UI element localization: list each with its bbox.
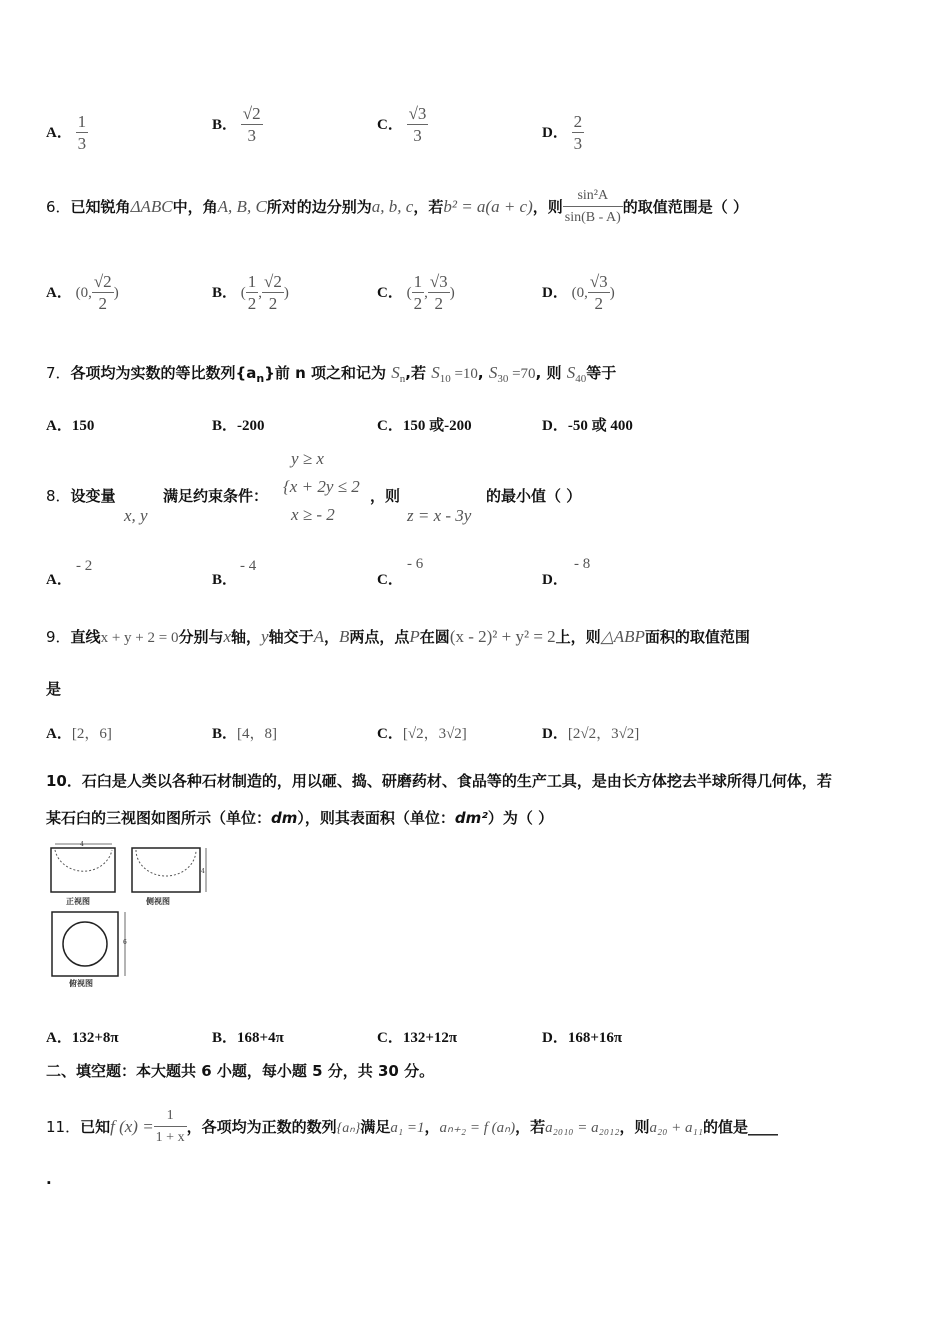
math-expr: y bbox=[261, 627, 269, 646]
fraction-numerator: 1 bbox=[247, 272, 257, 291]
math-comma: , bbox=[258, 284, 263, 301]
question-text: ，则 bbox=[619, 1118, 650, 1136]
q5-option-a bbox=[46, 112, 88, 155]
option-letter: B． bbox=[212, 1030, 238, 1046]
math-expr: S bbox=[566, 363, 576, 382]
option-fraction bbox=[412, 272, 425, 315]
question-text: ，各项均为正数的数列 bbox=[186, 1118, 337, 1136]
option-fraction bbox=[407, 104, 429, 147]
punctuation: ， bbox=[424, 1118, 440, 1136]
question-text: ），则其表面积（单位： bbox=[297, 809, 455, 827]
option-fraction bbox=[241, 104, 263, 147]
front-view-label: 正视图 bbox=[66, 897, 90, 906]
q8-option-b bbox=[212, 568, 237, 589]
q5-option-c bbox=[377, 104, 428, 147]
subscript: n bbox=[256, 372, 265, 385]
q9-option-a bbox=[46, 722, 112, 743]
fraction-denominator: 3 bbox=[413, 126, 422, 145]
fraction-denominator: 3 bbox=[573, 134, 583, 153]
option-text: -50 或 400 bbox=[567, 418, 633, 434]
option-letter: C． bbox=[377, 418, 403, 434]
question-text: 轴交于 bbox=[268, 628, 314, 646]
math-fraction bbox=[154, 1106, 187, 1149]
fraction-numerator: 1 bbox=[413, 272, 423, 291]
fraction-numerator: 1 bbox=[77, 112, 87, 131]
fraction-numerator: 2 bbox=[573, 112, 583, 131]
q6-option-a bbox=[46, 272, 119, 315]
math-expr: f (x) = bbox=[110, 1117, 154, 1136]
question-number: 9． bbox=[46, 628, 71, 646]
math-expr: S bbox=[488, 363, 498, 382]
q6-option-d bbox=[542, 272, 615, 315]
fraction-denominator: 1 + x bbox=[155, 1130, 185, 1145]
answer-blank-tail: . bbox=[46, 1170, 52, 1188]
math-comma: , bbox=[424, 284, 428, 301]
top-view-label: 俯视图 bbox=[69, 979, 93, 988]
math-expr: A, B, C bbox=[217, 197, 267, 216]
q10-option-d bbox=[542, 1026, 622, 1047]
option-text: 168+4π bbox=[237, 1030, 284, 1046]
q10-option-c bbox=[377, 1026, 457, 1047]
option-text: -200 bbox=[237, 418, 265, 434]
math-expr: a₁ =1 bbox=[390, 1120, 425, 1136]
question-11 bbox=[46, 1106, 778, 1149]
side-view-label: 侧视图 bbox=[146, 897, 170, 906]
math-expr: {aₙ} bbox=[336, 1121, 361, 1136]
option-letter: C． bbox=[377, 1030, 403, 1046]
math-expr: a₂₀₁₀ = a₂₀₁₂ bbox=[545, 1120, 620, 1136]
q9-option-c bbox=[377, 722, 467, 743]
math-bracket: ) bbox=[449, 284, 455, 301]
question-text: 已知锐角 bbox=[70, 198, 131, 216]
fraction-denominator: 2 bbox=[434, 294, 444, 313]
question-text: 中，角 bbox=[172, 198, 218, 216]
question-text: ,若 bbox=[405, 364, 426, 382]
question-number: 6． bbox=[46, 198, 71, 216]
fraction-denominator: 3 bbox=[247, 126, 256, 145]
question-number: 7． bbox=[46, 364, 71, 382]
question-text: 轴， bbox=[231, 628, 262, 646]
fraction-denominator: 2 bbox=[98, 294, 108, 313]
unit: dm bbox=[271, 809, 298, 827]
question-7 bbox=[46, 362, 616, 385]
q6-option-c bbox=[377, 272, 455, 315]
question-text: 等于 bbox=[586, 364, 617, 382]
question-text: ，则 bbox=[532, 198, 563, 216]
math-fraction bbox=[563, 186, 623, 229]
question-text: }前 n 项之和记为 bbox=[264, 364, 387, 382]
option-fraction bbox=[262, 272, 284, 315]
fraction-denominator: 2 bbox=[247, 294, 257, 313]
question-text: 的值是____ bbox=[702, 1118, 778, 1136]
question-text: 某石臼的三视图如图所示（单位： bbox=[46, 809, 272, 827]
question-text: 是 bbox=[46, 680, 62, 698]
option-letter: A． bbox=[46, 284, 72, 301]
top-dimension-label: 6 bbox=[123, 939, 127, 946]
option-letter: D． bbox=[542, 284, 568, 301]
math-expr: aₙ₊₂ = f (aₙ) bbox=[439, 1120, 516, 1136]
math-expr: P bbox=[409, 627, 420, 646]
section-heading: 二、填空题：本大题共 6 小题，每小题 5 分，共 30 分。 bbox=[46, 1062, 435, 1080]
fraction-denominator: 2 bbox=[594, 294, 604, 313]
fraction-denominator: sin(B - A) bbox=[564, 210, 621, 225]
q7-option-c bbox=[377, 414, 472, 435]
question-text: ，若 bbox=[413, 198, 444, 216]
math-expr: B bbox=[339, 627, 350, 646]
fraction-denominator: 2 bbox=[268, 294, 278, 313]
option-value: - 4 bbox=[240, 558, 257, 574]
math-expr: x + y + 2 = 0 bbox=[100, 630, 179, 646]
math-expr: S bbox=[391, 363, 400, 382]
math-expr: a, b, c bbox=[371, 197, 414, 216]
q7-option-d bbox=[542, 414, 633, 435]
option-fraction bbox=[588, 272, 610, 315]
question-text: 在圆 bbox=[419, 628, 450, 646]
math-expr: (x - 2)² + y² = 2 bbox=[449, 627, 556, 646]
constraint-3: x ≥ - 2 bbox=[291, 505, 335, 524]
question-text: ）为（ ） bbox=[487, 809, 554, 827]
option-text: 168+16π bbox=[567, 1030, 623, 1046]
fraction-numerator: √3 bbox=[408, 104, 427, 123]
option-letter: D． bbox=[542, 418, 568, 434]
question-text: 面积的取值范围 bbox=[644, 628, 750, 646]
subscript: n bbox=[399, 373, 406, 385]
option-text: 150 bbox=[71, 418, 95, 434]
fraction-numerator: √3 bbox=[429, 272, 448, 291]
option-fraction bbox=[76, 112, 89, 155]
constraint-2: {x + 2y ≤ 2 bbox=[283, 477, 360, 496]
question-text: 的取值范围是（ ） bbox=[622, 198, 749, 216]
math-bracket: ) bbox=[609, 284, 615, 301]
q8-variables: x, y bbox=[124, 506, 148, 525]
math-expr: ΔABC bbox=[130, 197, 173, 216]
side-view-rect bbox=[132, 848, 200, 892]
question-text: 设变量 bbox=[70, 487, 116, 505]
math-bracket: (0, bbox=[75, 284, 92, 301]
math-bracket: (0, bbox=[571, 284, 588, 301]
fraction-denominator: 2 bbox=[413, 294, 423, 313]
fraction-numerator: 1 bbox=[154, 1106, 187, 1127]
option-value: - 6 bbox=[407, 556, 424, 572]
option-fraction bbox=[572, 112, 585, 155]
option-letter: B． bbox=[212, 726, 238, 742]
math-value: =70 bbox=[508, 366, 536, 382]
option-value: - 2 bbox=[76, 558, 93, 574]
question-text: 分别与 bbox=[178, 628, 224, 646]
option-text: [√2，3√2] bbox=[402, 726, 467, 742]
option-letter: A． bbox=[46, 124, 72, 141]
math-bracket: ) bbox=[113, 284, 119, 301]
question-text: , 则 bbox=[535, 364, 562, 382]
option-text: 132+8π bbox=[71, 1030, 119, 1046]
question-text: 的最小值（ ） bbox=[486, 487, 582, 505]
question-text: 各项均为实数的等比数列{a bbox=[70, 364, 257, 382]
front-view-hemisphere bbox=[55, 850, 112, 871]
constraint-1: y ≥ x bbox=[291, 449, 324, 468]
question-10-line-1: 10．石臼是人类以各种石材制造的，用以砸、捣、研磨药材、食品等的生产工具，是由长方体挖去半球所得几何体，若 bbox=[46, 772, 832, 790]
q7-option-b bbox=[212, 414, 265, 435]
option-letter: A． bbox=[46, 726, 72, 742]
fraction-denominator: 3 bbox=[77, 134, 87, 153]
fraction-numerator: √2 bbox=[242, 104, 261, 123]
option-letter: A． bbox=[46, 572, 72, 588]
q8-option-a bbox=[46, 568, 72, 589]
option-letter: C． bbox=[377, 726, 403, 742]
math-expr: S bbox=[431, 363, 440, 382]
question-number: 8． bbox=[46, 487, 71, 505]
option-letter: D． bbox=[542, 1030, 568, 1046]
option-letter: D． bbox=[542, 572, 568, 588]
front-view-rect bbox=[51, 848, 115, 892]
q5-option-d bbox=[542, 112, 584, 155]
question-text: 上，则 bbox=[555, 628, 601, 646]
option-fraction bbox=[246, 272, 259, 315]
option-letter: C． bbox=[377, 284, 403, 301]
q10-option-b bbox=[212, 1026, 284, 1047]
question-text: 已知 bbox=[80, 1118, 111, 1136]
fraction-numerator: √2 bbox=[93, 272, 112, 291]
q6-option-b bbox=[212, 272, 289, 315]
fraction-numerator: √2 bbox=[264, 272, 282, 291]
q9-option-d bbox=[542, 722, 639, 743]
q7-option-a bbox=[46, 414, 94, 435]
math-expr: A bbox=[313, 627, 324, 646]
question-9 bbox=[46, 626, 926, 647]
punctuation: , bbox=[477, 364, 484, 382]
subscript: 40 bbox=[575, 373, 587, 385]
option-letter: A． bbox=[46, 418, 72, 434]
side-dimension-label: 4 bbox=[201, 868, 205, 875]
question-text: 所对的边分别为 bbox=[266, 198, 372, 216]
top-view-circle bbox=[63, 922, 107, 966]
q5-option-b bbox=[212, 104, 263, 147]
question-number: 11． bbox=[46, 1118, 81, 1136]
option-value: - 8 bbox=[574, 556, 591, 572]
q10-option-a bbox=[46, 1026, 119, 1047]
math-expr: b² = a(a + c) bbox=[443, 197, 533, 216]
punctuation: ， bbox=[323, 628, 339, 646]
subscript: 30 bbox=[497, 373, 509, 385]
math-bracket: ( bbox=[406, 284, 412, 301]
option-letter: D． bbox=[542, 124, 568, 141]
option-text: 150 或-200 bbox=[402, 418, 472, 434]
question-10-line-2 bbox=[46, 807, 553, 828]
unit: dm² bbox=[454, 809, 488, 827]
math-bracket: ) bbox=[283, 284, 289, 301]
option-letter: C． bbox=[377, 116, 403, 133]
question-text: 直线 bbox=[70, 628, 101, 646]
math-expr: △ABP bbox=[600, 627, 645, 646]
question-text: 满足 bbox=[360, 1118, 391, 1136]
question-text: ，则 bbox=[370, 487, 401, 505]
math-value: =10 bbox=[450, 366, 478, 382]
option-fraction bbox=[92, 272, 114, 315]
option-letter: B． bbox=[212, 418, 238, 434]
option-text: [4，8] bbox=[237, 726, 278, 742]
option-letter: C． bbox=[377, 572, 403, 588]
q8-option-d bbox=[542, 568, 568, 589]
objective-function: z = x - 3y bbox=[407, 506, 472, 525]
subscript: 10 bbox=[439, 373, 451, 385]
option-letter: D． bbox=[542, 726, 568, 742]
option-text: [2√2，3√2] bbox=[567, 726, 640, 742]
q8-option-c bbox=[377, 568, 403, 589]
math-expr: x bbox=[223, 627, 232, 646]
option-fraction bbox=[428, 272, 450, 315]
three-view-figure bbox=[44, 840, 214, 990]
option-letter: B． bbox=[212, 116, 238, 133]
front-dimension-label: 4 bbox=[80, 841, 84, 848]
option-letter: B． bbox=[212, 284, 238, 301]
q9-option-b bbox=[212, 722, 277, 743]
option-letter: A． bbox=[46, 1030, 72, 1046]
math-bracket: ( bbox=[240, 284, 246, 301]
fraction-numerator: √3 bbox=[589, 272, 608, 291]
question-text: ，若 bbox=[515, 1118, 546, 1136]
side-view-hemisphere bbox=[136, 850, 196, 876]
question-8 bbox=[46, 485, 116, 506]
math-expr: a₂₀ + a₁₁ bbox=[649, 1120, 703, 1136]
question-text: 满足约束条件： bbox=[163, 487, 269, 505]
option-text: [2，6] bbox=[71, 726, 112, 742]
option-text: 132+12π bbox=[402, 1030, 458, 1046]
option-letter: B． bbox=[212, 572, 238, 588]
question-6 bbox=[46, 186, 926, 229]
question-text: 两点，点 bbox=[349, 628, 410, 646]
fraction-numerator: sin²A bbox=[563, 186, 623, 207]
